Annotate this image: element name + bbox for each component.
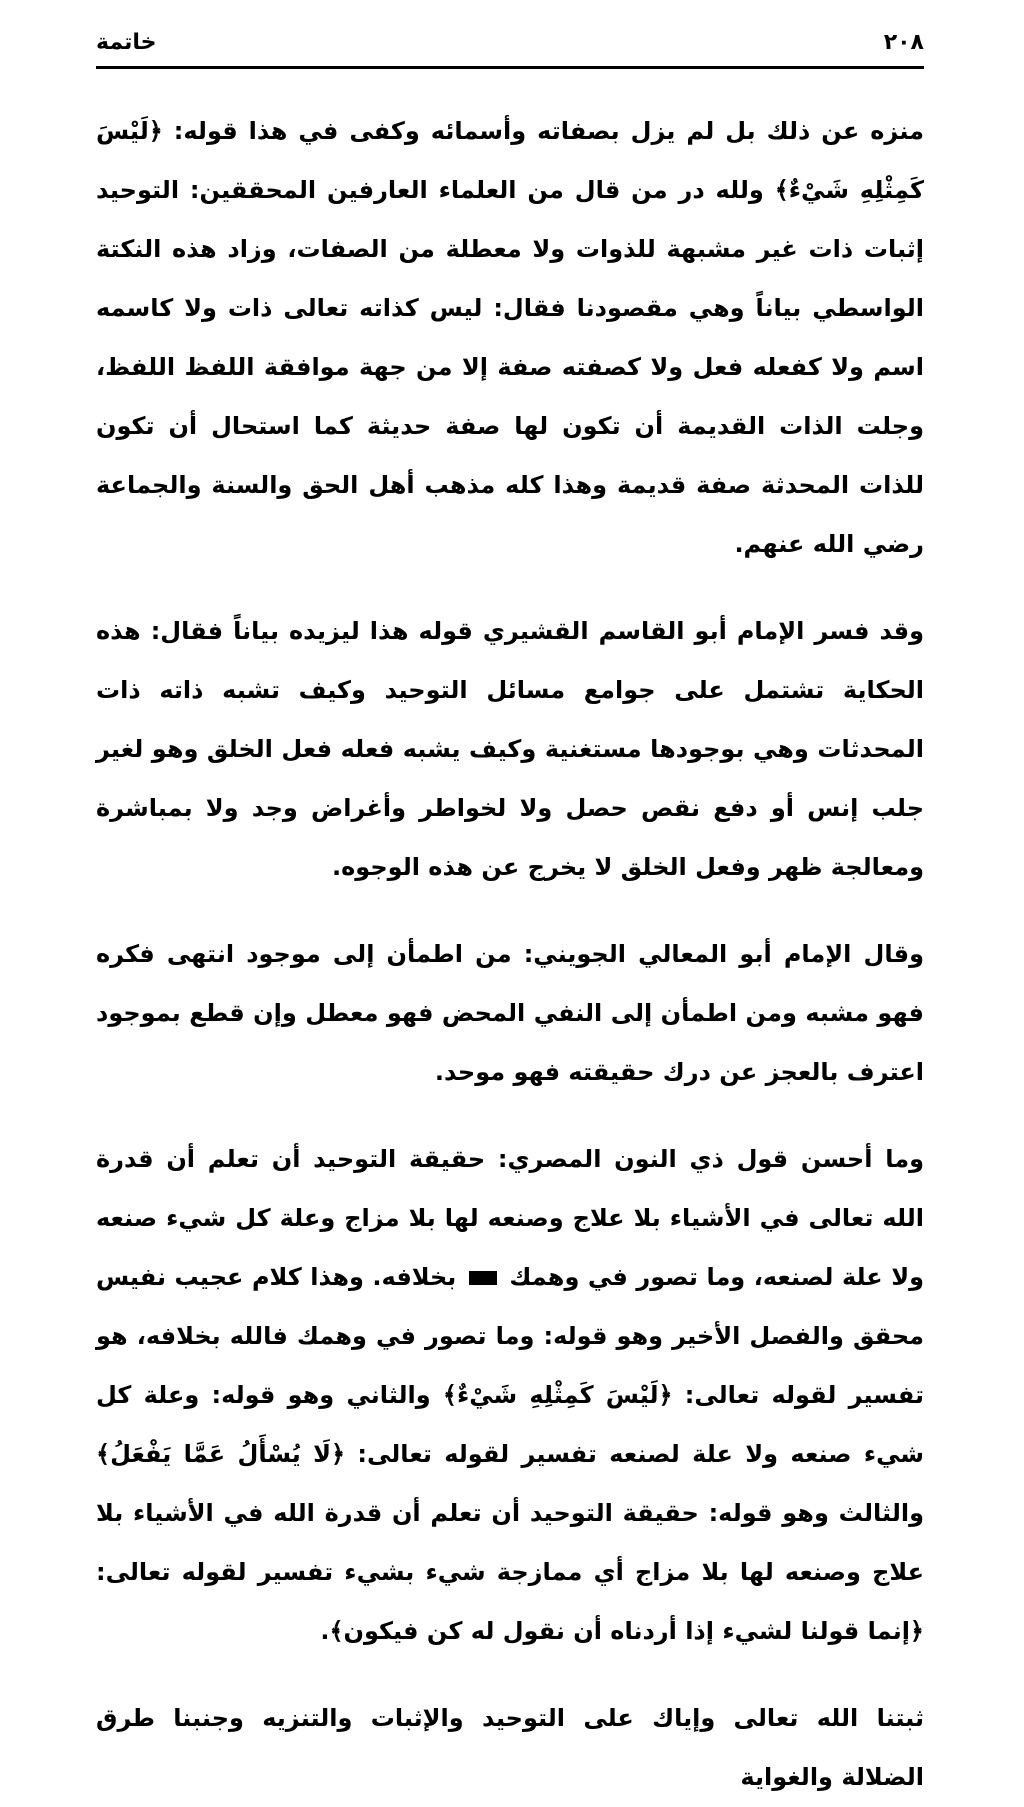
page-header xyxy=(96,22,924,62)
paragraph-text: وقد فسر الإمام أبو القاسم القشيري قوله هذا ليزيده بياناً فقال: هذه الحكاية تشتمل على جوامع مسائل التوحيد وكيف تشبه ذاته ذات المحدثات وهي بوجودها مستغنية وكيف يشبه فعله فعل الخلق وهو لغير جلب إنس أو دفع نقص حصل ولا لخواطر وأغراض وجد ولا بمباشرة ومعالجة ظهر وفعل الخلق لا يخرج عن هذه الوجوه. xyxy=(96,617,924,881)
paragraph-text: منزه عن ذلك بل لم يزل بصفاته وأسمائه وكفى في هذا قوله: xyxy=(162,117,924,145)
quran-verse: ﴿لَيْسَ كَمِثْلِهِ شَيْءٌ﴾ xyxy=(96,117,924,204)
quran-verse: ﴿إنما قولنا لشيء إذا أردناه أن نقول له كن فيكون﴾ xyxy=(329,1617,924,1645)
paragraph-text: بخلافه. وهذا كلام عجيب نفيس محقق والفصل الأخير وهو قوله: وما تصور في وهمك فالله بخلافه، هو تفسير لقوله تعالى: xyxy=(96,1263,925,1409)
header-rule xyxy=(96,66,924,69)
page-number: ٢٠٨ xyxy=(883,30,924,55)
paragraph-text: والثالث وهو قوله: حقيقة التوحيد أن تعلم أن قدرة الله في الأشياء بلا علاج وصنعه لها بلا مزاج أي ممازجة شيء بشيء تفسير لقوله تعالى: xyxy=(96,1499,924,1586)
inline-mark-icon xyxy=(469,1271,497,1285)
paragraph-text: ولله در من قال من العلماء العارفين المحققين: التوحيد إثبات ذات غير مشبهة للذوات ولا معطلة من الصفات، وزاد هذه النكتة الواسطي بياناً وهي مقصودنا فقال: ليس كذاته تعالى ذات ولا كاسمه اسم ولا كفعله فعل ولا كصفته صفة إلا من جهة موافقة اللفظ اللفظ، وجلت الذات القديمة أن تكون لها صفة حديثة كما استحال أن تكون للذات المحدثة صفة قديمة وهذا كله مذهب أهل الحق والسنة والجماعة رضي الله عنهم. xyxy=(96,176,924,558)
paragraph xyxy=(96,1130,924,1661)
paragraph-text: والثاني وهو قوله: وعلة كل شيء صنعه ولا علة لصنعه تفسير لقوله تعالى: xyxy=(96,1381,924,1468)
paragraph-text: وما أحسن قول ذي النون المصري: حقيقة التوحيد أن تعلم أن قدرة الله تعالى في الأشياء بلا علاج وصنعه لها بلا مزاج وعلة كل شيء صنعه ولا علة لصنعه، وما تصور في وهمك xyxy=(96,1145,924,1291)
running-title: خاتمة xyxy=(96,30,157,55)
paragraph-text: ثبتنا الله تعالى وإياك على التوحيد والإثبات والتنزيه وجنبنا طرق الضلالة والغواية xyxy=(96,1704,924,1791)
paragraph xyxy=(96,925,924,1102)
quran-verse: ﴿لَيْسَ كَمِثْلِهِ شَيْءٌ﴾ xyxy=(442,1381,673,1409)
paragraph-text: وقال الإمام أبو المعالي الجويني: من اطمأن إلى موجود انتهى فكره فهو مشبه ومن اطمأن إلى النفي المحض فهو معطل وإن قطع بموجود اعترف بالعجز عن درك حقيقته فهو موحد. xyxy=(96,940,924,1086)
paragraph xyxy=(96,1689,924,1807)
page-body xyxy=(96,102,924,1807)
book-page xyxy=(96,22,925,1791)
paragraph xyxy=(96,102,924,574)
quran-verse: ﴿لَا يُسْأَلُ عَمَّا يَفْعَلُ﴾ xyxy=(96,1440,346,1468)
paragraph-text: . xyxy=(320,1617,330,1645)
paragraph xyxy=(96,602,924,897)
